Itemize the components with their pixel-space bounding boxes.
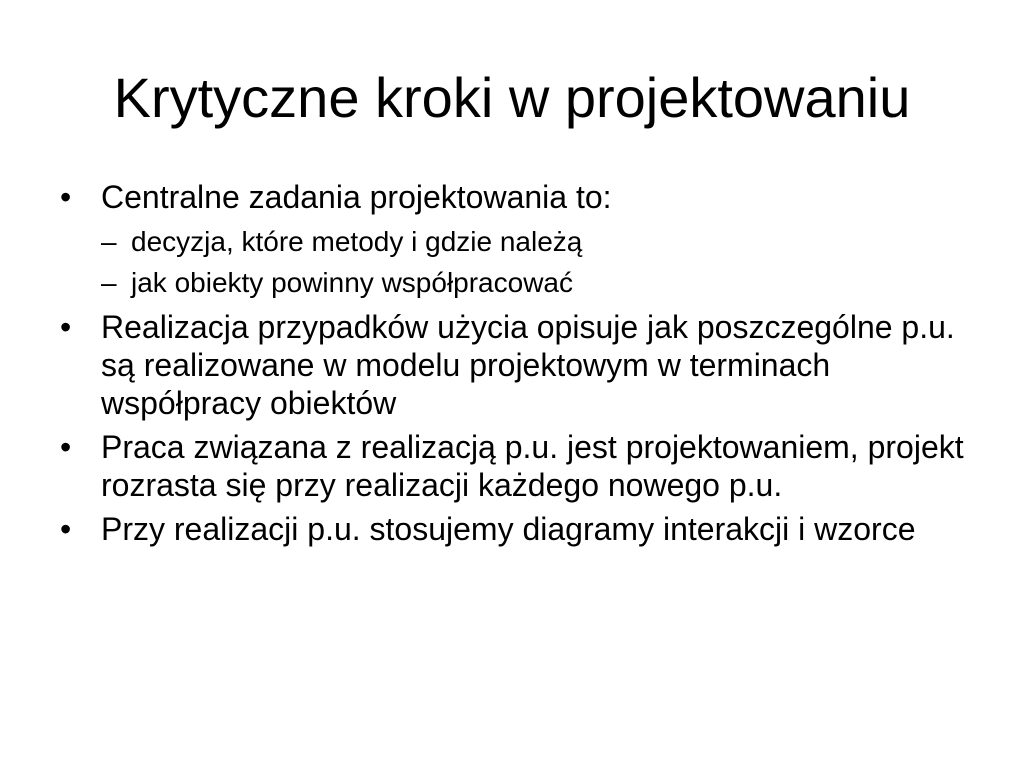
bullet-marker: • xyxy=(60,511,72,547)
sub-bullet-text: decyzja, które metody i gdzie należą xyxy=(131,226,583,257)
bullet-item xyxy=(60,308,980,422)
slide-title: Krytyczne kroki w projektowaniu xyxy=(113,66,911,129)
bullet-list xyxy=(60,178,980,554)
bullet-text: Praca związana z realizacją p.u. jest projektowaniem, projekt rozrasta się przy realizacji każdego nowego p.u. xyxy=(101,429,964,503)
sub-bullet-item xyxy=(101,225,980,259)
bullet-text: Centralne zadania projektowania to: xyxy=(101,179,612,215)
sub-bullet-marker: – xyxy=(101,226,117,257)
bullet-item xyxy=(60,178,980,300)
bullet-marker: • xyxy=(60,429,72,465)
bullet-item xyxy=(60,428,980,504)
bullet-text: Realizacja przypadków użycia opisuje jak poszczególne p.u. są realizowane w modelu projektowym w terminach współpracy obiektów xyxy=(101,309,955,421)
sub-bullet-text: jak obiekty powinny współpracować xyxy=(131,267,573,298)
bullet-marker: • xyxy=(60,309,72,345)
bullet-marker: • xyxy=(60,179,72,215)
sub-bullet-marker: – xyxy=(101,267,117,298)
sub-bullet-list xyxy=(101,225,980,300)
bullet-item xyxy=(60,510,980,548)
bullet-text: Przy realizacji p.u. stosujemy diagramy interakcji i wzorce xyxy=(101,511,916,547)
sub-bullet-item xyxy=(101,266,980,300)
